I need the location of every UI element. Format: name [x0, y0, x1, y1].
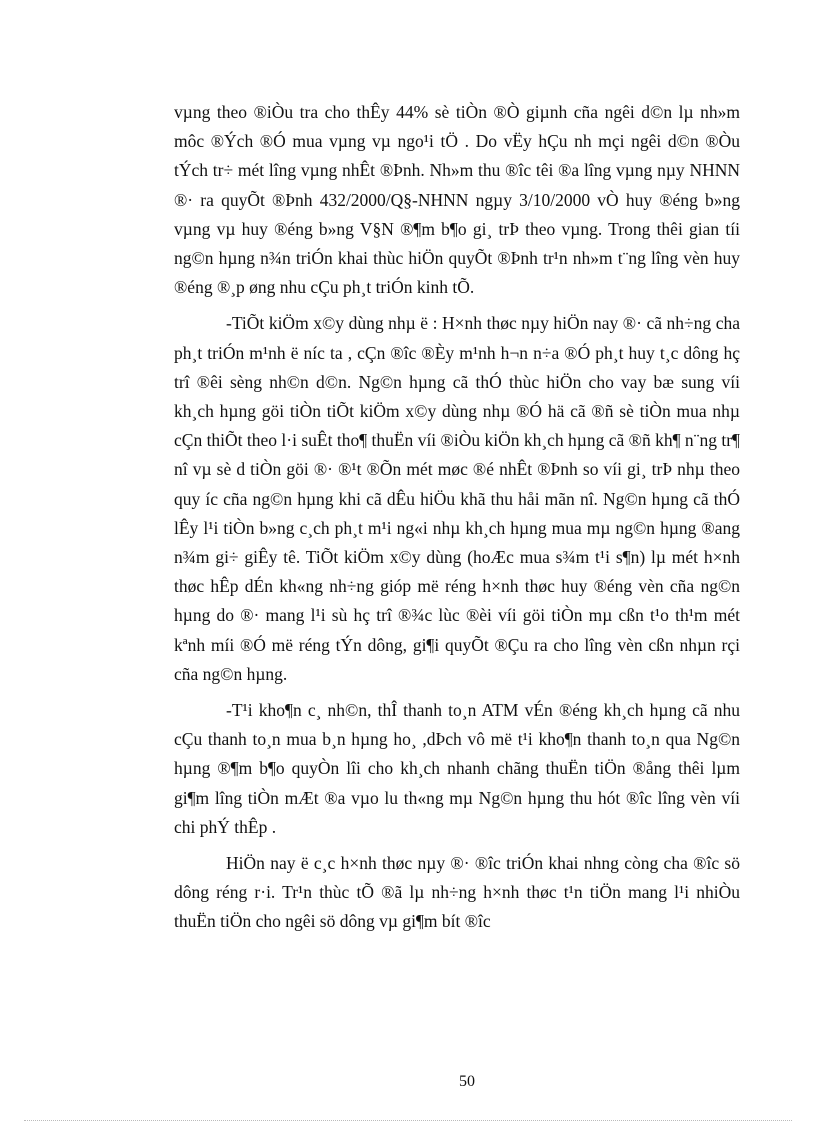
paragraph-1: vµng theo ®iÒu tra cho thÊy 44% sè tiÒn ®Ò giµnh cña ngêi d©n lµ nh»m môc ®Ých ®Ó mua vµng vµ ngo¹i tÖ . Do vËy hÇu nh mçi ngêi d©n ®Òu tÝch tr÷ mét lîng vµng nhÊt ®Þnh. Nh»m thu ®îc têi ®a lîng vµng nµy NHNN ®· ra quyÕt ®Þnh 432/2000/Q§-NHNN ngµy 3/10/2000 vÒ huy ®éng b»ng vµng vµ huy ®éng b»ng V§N ®¶m b¶o gi¸ trÞ theo vµng. Trong thêi gian tíi ng©n hµng n¾n triÓn khai thùc hiÖn quyÕt ®Þnh tr¹n nh»m t¨ng lîng vèn huy ®éng ®¸p øng nhu cÇu ph¸t triÓn kinh tÕ.	[174, 102, 740, 298]
paragraph-2: -TiÕt kiÖm x©y dùng nhµ ë : H×nh thøc nµy hiÖn nay ®· cã nh÷ng cha ph¸t triÓn m¹nh ë níc ta , cÇn ®îc ®Èy m¹nh h¬n n÷a ®Ó ph¸t huy t¸c dông hç trî ®êi sèng nh©n d©n. Ng©n hµng cã thÓ thùc hiÖn cho vay bæ sung víi kh¸ch hµng göi tiÒn tiÕt kiÖm x©y dùng nhµ ®Ó hä cã ®ñ sè tiÒn mua nhµ cÇn thiÕt theo l·i suÊt tho¶ thuËn víi ®iÒu kiÖn kh¸ch hµng cã ®ñ kh¶ n¨ng tr¶ nî vµ sè d tiÒn göi ®· ®¹t ®Õn mét møc ®é nhÊt ®Þnh so víi gi¸ trÞ nhµ theo quy íc cña ng©n hµng khi cã dÊu hiÖu khã thu håi mãn nî. Ng©n hµng cã thÓ lÊy l¹i tiÒn b»ng c¸ch ph¸t m¹i ng«i nhµ kh¸ch hµng mua mµ ng©n hµng ®ang n¾m gi÷ giÊy tê. TiÕt kiÖm x©y dùng (hoÆc mua s¾m t¹i s¶n) lµ mét h×nh thøc hÊp dÉn kh«ng nh÷ng gióp më réng h×nh thøc huy ®éng vèn cña ng©n hµng do ®· mang l¹i sù hç trî ®¾c lùc ®èi víi göi tiÒn mµ cßn t¹o th¹m mét kªnh míi ®Ó më réng tÝn dông, gi¶i quyÕt ®Çu ra cho lîng vèn cßn nhµn rçi cña ng©n hµng.	[174, 313, 740, 684]
footer-divider	[24, 1120, 792, 1121]
page-number: 50	[459, 1073, 475, 1090]
paragraph-3: -T¹i kho¶n c¸ nh©n, thÎ thanh to¸n ATM vÉn ®éng kh¸ch hµng cã nhu cÇu thanh to¸n mua b¸n hµng ho¸ ,dÞch vô më t¹i kho¶n thanh to¸n qua Ng©n hµng ®¶m b¶o quyÒn lîi cho kh¸ch nhanh chãng thuËn tiÖn ®ång thêi lµm gi¶m lîng tiÒn mÆt ®a vµo lu th«ng mµ Ng©n hµng thu hót ®îc lîng vèn víi chi phÝ thÊp .	[174, 700, 740, 837]
body-text	[174, 98, 740, 944]
paragraph-4: HiÖn nay ë c¸c h×nh thøc nµy ®· ®îc triÓn khai nhng còng cha ®îc sö dông réng r·i. Tr¹n thùc tÕ ®ã lµ nh÷ng h×nh thøc t¹n tiÖn mang l¹i nhiÒu thuËn tiÖn cho ngêi sö dông vµ gi¶m bít ®îc	[174, 853, 740, 932]
